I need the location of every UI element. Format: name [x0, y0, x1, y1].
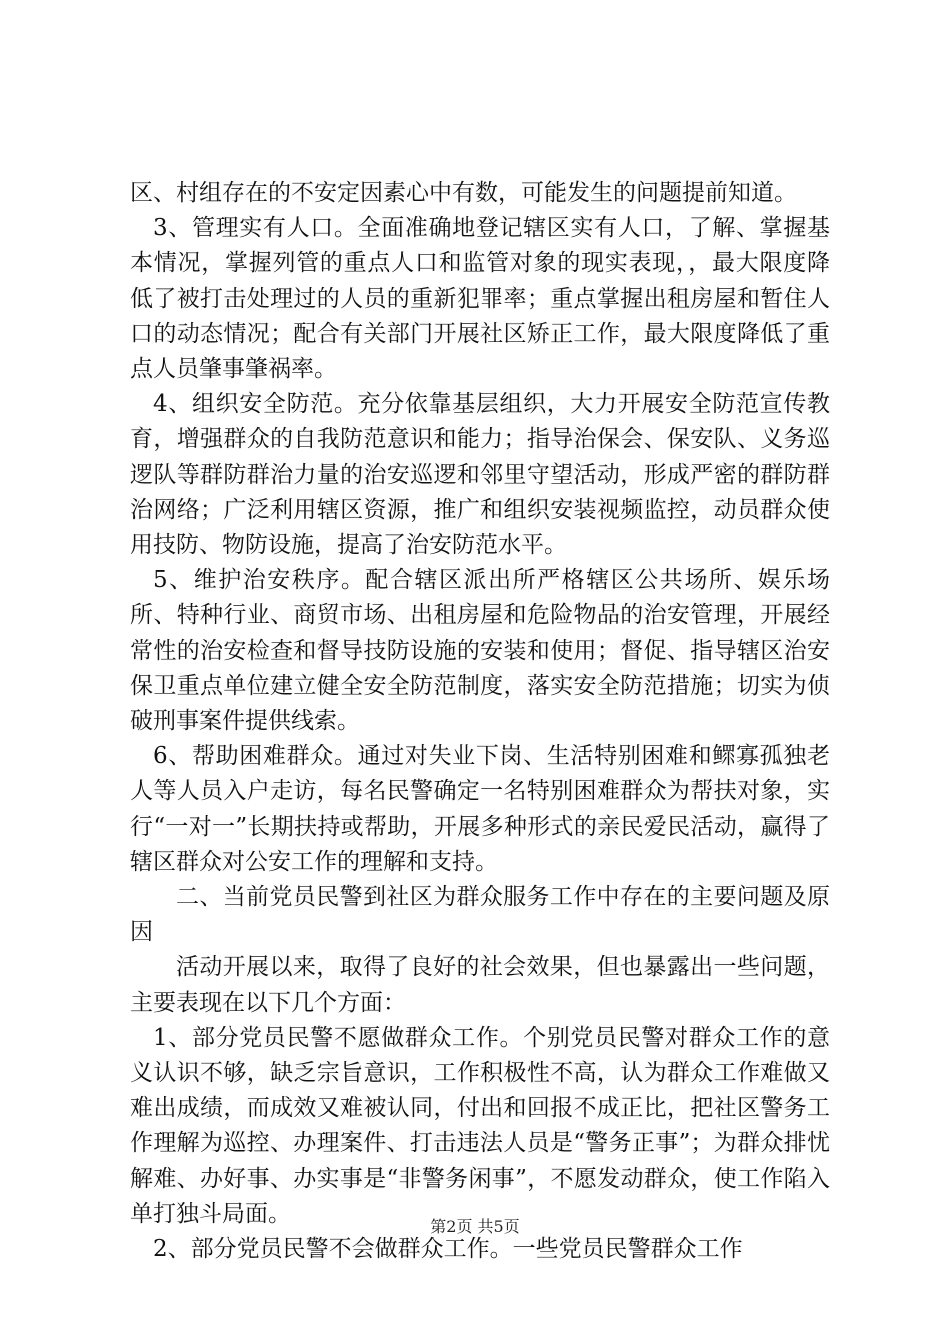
document-body [130, 176, 830, 1267]
paragraph-item-3: 3、管理实有人口。全面准确地登记辖区实有人口，了解、掌握基本情况，掌握列管的重点人口和监管对象的现实表现，，最大限度降低了被打击处理过的人员的重新犯罪率；重点掌握出租房屋和暂住人口的动态情况；配合有关部门开展社区矫正工作，最大限度降低了重点人员肇事肇祸率。 [130, 215, 830, 383]
paragraph-item-5: 5、维护治安秩序。配合辖区派出所严格辖区公共场所、娱乐场所、特种行业、商贸市场、出租房屋和危险物品的治安管理，开展经常性的治安检查和督导技防设施的安装和使用；督促、指导辖区治安保卫重点单位建立健全安全防范制度，落实安全防范措施；切实为侦破刑事案件提供线索。 [130, 567, 830, 735]
paragraph-continuation: 区、村组存在的不安定因素心中有数，可能发生的问题提前知道。 [130, 180, 797, 206]
paragraph-item-6: 6、帮助困难群众。通过对失业下岗、生活特别困难和鳏寡孤独老人等人员入户走访，每名民警确定一名特别困难群众为帮扶对象，实行“一对一”长期扶持或帮助，开展多种形式的亲民爱民活动，赢得了辖区群众对公安工作的理解和支持。 [130, 743, 830, 875]
paragraph-item-4: 4、组织安全防范。充分依靠基层组织，大力开展安全防范宣传教育，增强群众的自我防范意识和能力；指导治保会、保安队、义务巡逻队等群防群治力量的治安巡逻和邻里守望活动，形成严密的群防群治网络；广泛利用辖区资源，推广和组织安装视频监控，动员群众使用技防、物防设施，提高了治安防范水平。 [130, 391, 830, 559]
paragraph-problem-1: 1、部分党员民警不愿做群众工作。个别党员民警对群众工作的意义认识不够，缺乏宗旨意识，工作积极性不高，认为群众工作难做又难出成绩，而成效又难被认同，付出和回报不成正比，把社区警务工作理解为巡控、办理案件、打击违法人员是“警务正事”；为群众排忧解难、办好事、办实事是“非警务闲事”，不愿发动群众，使工作陷入单打独斗局面。 [130, 1024, 830, 1227]
section-heading-2: 二、当前党员民警到社区为群众服务工作中存在的主要问题及原因 [130, 884, 830, 946]
page-number-footer: 第2页 共5页 [430, 1217, 520, 1236]
paragraph-problem-2: 2、部分党员民警不会做群众工作。一些党员民警群众工作 [153, 1236, 743, 1263]
paragraph-intro: 活动开展以来，取得了良好的社会效果，但也暴露出一些问题，主要表现在以下几个方面： [130, 954, 830, 1016]
